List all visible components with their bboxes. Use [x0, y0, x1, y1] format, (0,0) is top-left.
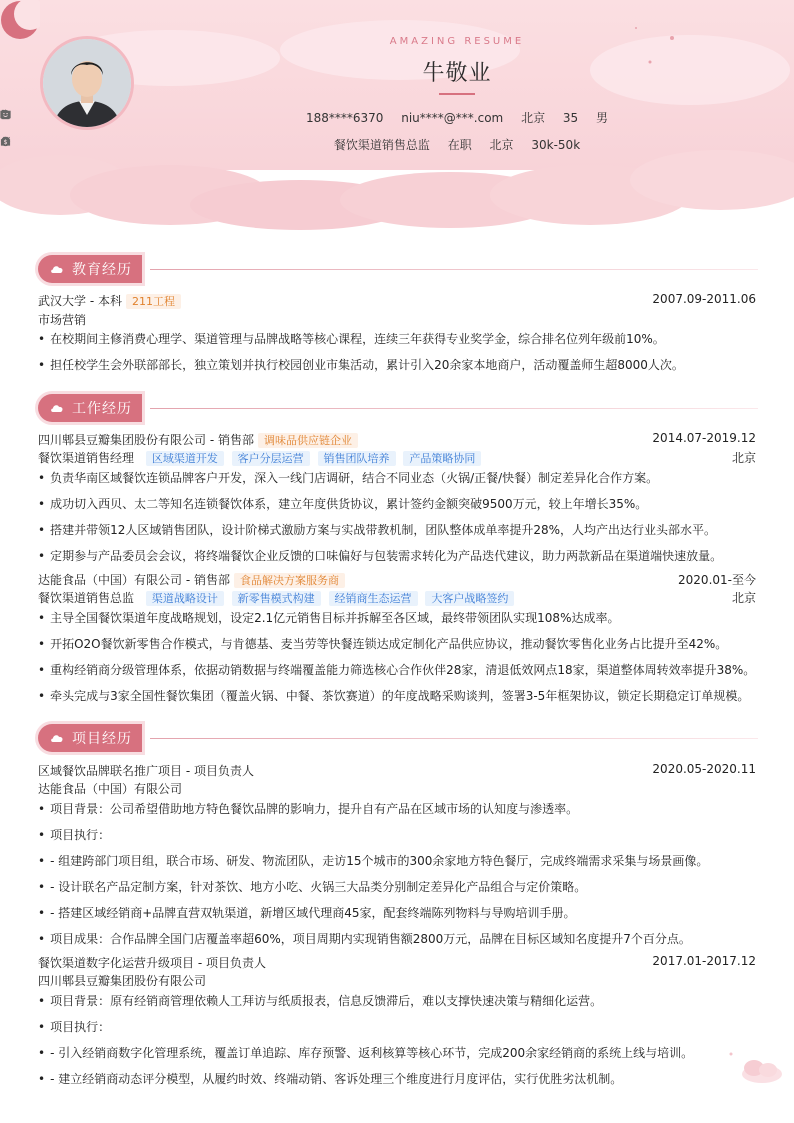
section-divider	[150, 738, 758, 739]
project-company: 四川郫县豆瓣集团股份有限公司	[38, 974, 207, 988]
job-period: 2014.07-2019.12	[652, 431, 756, 445]
job-bullet: • 搭建并带领12人区域销售团队，设计阶梯式激励方案与实战带教机制，团队整体成单率提升28%，人均产出达行业头部水平。	[38, 521, 756, 538]
major-name: 市场营销	[38, 313, 87, 327]
status-info	[448, 136, 472, 153]
cloud-icon	[50, 264, 64, 274]
job-role: 餐饮渠道销售总监	[38, 591, 135, 605]
cloud-icon	[50, 733, 64, 743]
job-role-row	[38, 449, 756, 466]
project-company-row	[38, 780, 756, 797]
company-tag: 调味品供应链企业	[258, 433, 358, 448]
school-tag: 211工程	[126, 294, 181, 309]
target-city-info	[490, 136, 514, 153]
svg-text:$: $	[3, 137, 8, 146]
project-name: 区域餐饮品牌联名推广项目 - 项目负责人	[38, 764, 254, 778]
job-bullet: • 定期参与产品委员会会议，将终端餐饮企业反馈的口味偏好与包装需求转化为产品迭代建议，助力两款新品在渠道端快速放量。	[38, 547, 756, 564]
skill-tag: 新零售模式构建	[232, 591, 321, 606]
project-bullet: • - 建立经销商动态评分模型，从履约时效、终端动销、客诉处理三个维度进行月度评估，实行优胜劣汰机制。	[38, 1070, 756, 1087]
smile-icon	[0, 109, 11, 120]
job-location: 北京	[731, 591, 756, 605]
job-role-row	[38, 589, 756, 606]
project-bullet: • - 设计联名产品定制方案，针对茶饮、地方小吃、火锅三大品类分别制定差异化产品组合与定价策略。	[38, 878, 756, 895]
project-bullet: • 项目成果：合作品牌全国门店覆盖率超60%，项目周期内实现销售额2800万元，品牌在目标区域知名度提升7个百分点。	[38, 930, 756, 947]
education-title: 教育经历	[72, 262, 132, 278]
job-bullet: • 开拓O2O餐饮新零售合作模式，与肯德基、麦当劳等快餐连锁达成定制化产品供应协议，推动餐饮零售化业务占比提升至42%。	[38, 635, 756, 652]
contact-info-row	[0, 109, 794, 126]
education-header-row	[38, 292, 756, 309]
skill-tag: 客户分层运营	[232, 451, 310, 466]
education-title-pill	[38, 255, 142, 283]
project-title: 项目经历	[72, 731, 132, 747]
job-period: 2020.01-至今	[678, 573, 756, 587]
phone-info	[306, 111, 383, 125]
project-bullet: • 项目背景：原有经销商管理依赖人工拜访与纸质报表，信息反馈滞后，难以支撑快速决策与精细化运营。	[38, 992, 756, 1009]
job-location: 北京	[731, 451, 756, 465]
project-bullet: • 项目执行：	[38, 826, 756, 843]
city-text: 北京	[521, 111, 546, 125]
section-divider	[150, 408, 758, 409]
skill-tag: 经销商生态运营	[329, 591, 418, 606]
target-city-text: 北京	[489, 138, 514, 152]
job-intent-row	[0, 136, 794, 153]
city-info	[521, 109, 545, 126]
decorative-cloud-icon	[726, 1048, 786, 1088]
name-underline	[439, 93, 475, 95]
position-text: 餐饮渠道销售总监	[333, 138, 430, 152]
job-company: 达能食品（中国）有限公司 - 销售部	[38, 573, 230, 587]
project-company-row	[38, 972, 756, 989]
cloud-icon	[50, 403, 64, 413]
education-bullet: • 担任校学生会外联部部长，独立策划并执行校园创业市集活动，累计引入20余家本地商户，活动覆盖师生超8000人次。	[38, 356, 756, 373]
resume-header	[0, 0, 794, 230]
project-bullet: • - 组建跨部门项目组，联合市场、研发、物流团队，走访15个城市的300余家地方特色餐厅，完成终端需求采集与场景画像。	[38, 852, 756, 869]
skill-tag: 销售团队培养	[318, 451, 396, 466]
job-bullet: • 重构经销商分级管理体系，依据动销数据与终端覆盖能力筛选核心合作伙伴28家，清退低效网点18家，渠道整体周转效率提升38%。	[38, 661, 756, 678]
job-company: 四川郫县豆瓣集团股份有限公司 - 销售部	[38, 433, 254, 447]
major-row	[38, 311, 756, 328]
project-name: 餐饮渠道数字化运营升级项目 - 项目负责人	[38, 956, 266, 970]
age-info	[563, 111, 578, 125]
skill-tag: 大客户战略签约	[425, 591, 514, 606]
job-header-row	[38, 571, 756, 588]
section-divider	[150, 269, 758, 270]
moon-icon	[0, 0, 40, 40]
phone-text: 188****6370	[305, 111, 384, 125]
job-bullet: • 负责华南区域餐饮连锁品牌客户开发，深入一线门店调研，结合不同业态（火锅/正餐/快餐）制定差异化合作方案。	[38, 469, 756, 486]
skill-tag: 区域渠道开发	[146, 451, 224, 466]
gender-info	[596, 109, 608, 126]
school-name: 武汉大学 - 本科	[38, 294, 122, 308]
job-role: 餐饮渠道销售经理	[38, 451, 135, 465]
project-title-pill	[38, 724, 142, 752]
project-bullet: • 项目执行：	[38, 1018, 756, 1035]
company-tag: 食品解决方案服务商	[234, 573, 345, 588]
candidate-name: 牛敬业	[422, 61, 492, 86]
position-info	[334, 136, 430, 153]
skill-tag: 渠道战略设计	[146, 591, 224, 606]
job-header-row	[38, 431, 756, 448]
project-bullet: • - 引入经销商数字化管理系统，覆盖订单追踪、库存预警、返利核算等核心环节，完成200余家经销商的系统上线与培训。	[38, 1044, 756, 1061]
job-bullet: • 主导全国餐饮渠道年度战略规划，设定2.1亿元销售目标并拆解至各区域，最终带领团队实现108%达成率。	[38, 609, 756, 626]
gender-text: 男	[596, 111, 609, 125]
resume-subtitle: AMAZING RESUME	[389, 36, 525, 47]
money-icon	[0, 136, 11, 147]
job-bullet: • 成功切入西贝、太二等知名连锁餐饮体系，建立年度供货协议，累计签约金额突破9500万元，较上年增长35%。	[38, 495, 756, 512]
email-info	[401, 111, 503, 125]
status-text: 在职	[447, 138, 472, 152]
job-bullet: • 牵头完成与3家全国性餐饮集团（覆盖火锅、中餐、茶饮赛道）的年度战略采购谈判，签署3-5年框架协议，锁定长期稳定订单规模。	[38, 687, 756, 704]
project-period: 2020.05-2020.11	[652, 762, 756, 776]
education-bullet: • 在校期间主修消费心理学、渠道管理与品牌战略等核心课程，连续三年获得专业奖学金，综合排名位列年级前10%。	[38, 330, 756, 347]
project-bullet: • - 搭建区域经销商+品牌直营双轨渠道，新增区域代理商45家，配套终端陈列物料与导购培训手册。	[38, 904, 756, 921]
project-bullet: • 项目背景：公司希望借助地方特色餐饮品牌的影响力，提升自有产品在区域市场的认知度与渗透率。	[38, 800, 756, 817]
work-title: 工作经历	[72, 401, 132, 417]
education-period: 2007.09-2011.06	[652, 292, 756, 306]
project-company: 达能食品（中国）有限公司	[38, 782, 183, 796]
email-text: niu****@***.com	[401, 111, 504, 125]
project-header-row	[38, 762, 756, 779]
project-period: 2017.01-2017.12	[652, 954, 756, 968]
skill-tag: 产品策略协同	[403, 451, 481, 466]
work-title-pill	[38, 394, 142, 422]
salary-text: 30k-50k	[531, 138, 581, 152]
project-header-row	[38, 954, 756, 971]
age-text: 35	[562, 111, 579, 125]
